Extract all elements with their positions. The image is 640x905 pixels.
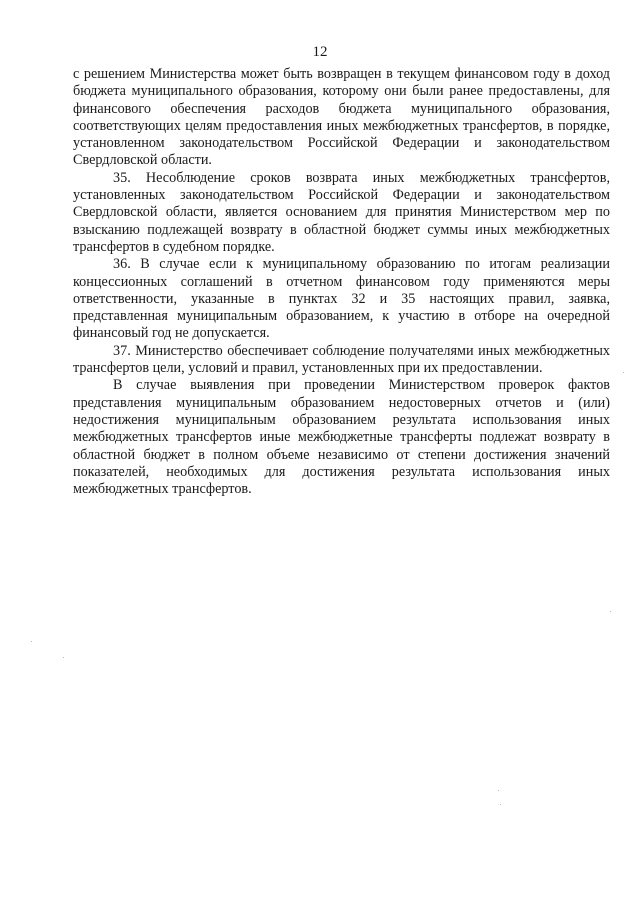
paragraph-continuation: с решением Министерства может быть возвращен в текущем финансовом году в доход бюджета муниципального образования, которому они были ранее предоставлены, для финансового обеспечения расходов бюджета муниципального образования, соответствующих целям предоставления иных межбюджетных трансфертов, в порядке, установленном законодательством Российской Федерации и законодательством Свердловской области. (73, 66, 610, 169)
scan-speck (31, 641, 32, 642)
scan-speck (498, 790, 499, 791)
paragraph-36: 36. В случае если к муниципальному образованию по итогам реализации концессионных соглашений в отчетном финансовом году применяются меры ответственности, указанные в пунктах 32 и 35 настоящих правил, заявка, представленная муниципальным образованием, к участию в отборе на очередной финансовый год не допускается. (73, 256, 610, 342)
paragraph-35: 35. Несоблюдение сроков возврата иных межбюджетных трансфертов, установленных законодательством Российской Федерации и законодательством Свердловской области, является основанием для принятия Министерством мер по взысканию подлежащей возврату в областной бюджет суммы иных межбюджетных трансфертов в судебном порядке. (73, 169, 610, 255)
paragraph-37-continued: В случае выявления при проведении Министерством проверок фактов представления муниципальным образованием недостоверных отчетов и (или) недостижения муниципальным образованием результата использования иных межбюджетных трансфертов иные межбюджетные трансферты подлежат возврату в областной бюджет в полном объеме независимо от степени достижения значений показателей, необходимых для достижения результата использования иных межбюджетных трансфертов. (73, 377, 610, 498)
page-number: 12 (312, 44, 328, 60)
scan-speck (500, 804, 501, 805)
scan-speck (610, 611, 611, 612)
document-body (73, 66, 610, 498)
paragraph-37: 37. Министерство обеспечивает соблюдение получателями иных межбюджетных трансфертов цели, условий и правил, установленных при их предоставлении. (73, 342, 610, 377)
scan-speck (623, 372, 624, 373)
scan-speck (63, 657, 64, 658)
